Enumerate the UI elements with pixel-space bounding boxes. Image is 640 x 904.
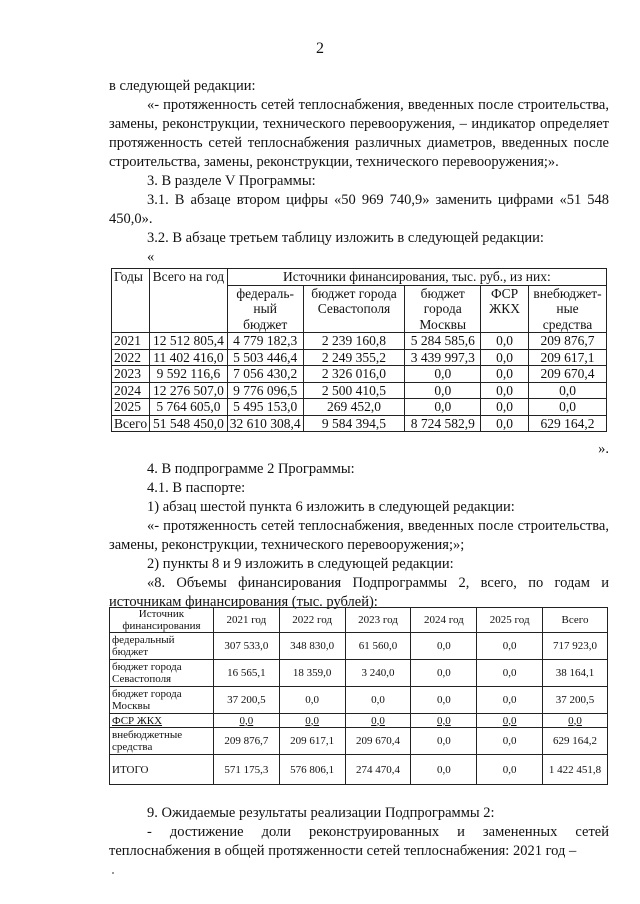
row-total: 11 402 416,0 bbox=[150, 349, 228, 366]
row-fsr: 0,0 bbox=[481, 333, 529, 350]
cell: 61 560,0 bbox=[345, 633, 411, 660]
section-2 bbox=[109, 460, 609, 612]
row-year: 2024 bbox=[112, 382, 150, 399]
subheader-fsr: ФСР ЖКХ bbox=[481, 285, 529, 333]
row-fsr: 0,0 bbox=[481, 415, 529, 432]
row-extrabudget: 0,0 bbox=[529, 399, 607, 416]
item-9: 9. Ожидаемые результаты реализации Подпрограммы 2: bbox=[147, 805, 495, 821]
subheader-sevastopol: бюджет города Севастополя bbox=[303, 285, 405, 333]
subheader-extrabudget: внебюджет-ные средства bbox=[529, 285, 607, 333]
row-federal: 4 779 182,3 bbox=[227, 333, 303, 350]
item-9-text: - достижение доли реконструированных и замененных сетей теплоснабжения в общей протяженности сетей теплоснабжения: 2021 год – bbox=[109, 824, 609, 859]
financing-table-years bbox=[111, 268, 607, 432]
cell: 717 923,0 bbox=[543, 633, 608, 660]
col-total-header: Всего на год bbox=[150, 269, 228, 333]
row-federal: 5 503 446,4 bbox=[227, 349, 303, 366]
cell: 274 470,4 bbox=[345, 755, 411, 785]
cell: 0,0 bbox=[411, 687, 477, 714]
row-label: ФСР ЖКХ bbox=[110, 714, 214, 728]
cell: 38 164,1 bbox=[543, 660, 608, 687]
cell: 0,0 bbox=[477, 728, 543, 755]
cell: 209 617,1 bbox=[279, 728, 345, 755]
row-sevastopol: 2 500 410,5 bbox=[303, 382, 405, 399]
cell: 0,0 bbox=[411, 728, 477, 755]
row-moscow: 0,0 bbox=[405, 399, 481, 416]
row-total: 5 764 605,0 bbox=[150, 399, 228, 416]
cell: 3 240,0 bbox=[345, 660, 411, 687]
cell: 571 175,3 bbox=[213, 755, 279, 785]
sources-group-header: Источники финансирования, тыс. руб., из них: bbox=[227, 269, 606, 286]
row-federal: 32 610 308,4 bbox=[227, 415, 303, 432]
row-fsr: 0,0 bbox=[481, 399, 529, 416]
cell: 0,0 bbox=[279, 687, 345, 714]
header-2021: 2021 год bbox=[213, 608, 279, 633]
table-row-total bbox=[110, 755, 608, 785]
row-extrabudget: 209 617,1 bbox=[529, 349, 607, 366]
row-sevastopol: 9 584 394,5 bbox=[303, 415, 405, 432]
row-extrabudget: 209 670,4 bbox=[529, 366, 607, 383]
row-sevastopol: 2 326 016,0 bbox=[303, 366, 405, 383]
item-3-2: 3.2. В абзаце третьем таблицу изложить в следующей редакции: bbox=[147, 230, 544, 246]
row-fsr: 0,0 bbox=[481, 366, 529, 383]
cell: 0,0 bbox=[477, 714, 543, 728]
header-2022: 2022 год bbox=[279, 608, 345, 633]
row-year: 2022 bbox=[112, 349, 150, 366]
row-total: 12 276 507,0 bbox=[150, 382, 228, 399]
row-label: федеральный бюджет bbox=[110, 633, 214, 660]
table-row bbox=[110, 728, 608, 755]
indicator-quote: «- протяженность сетей теплоснабжения, введенных после строительства, замены, реконструкции, технического перевооружения, – индикатор определяет протяженность сетей теплоснабжения различных диаметров, введенных после строительства, замены, реконструкции, технического перевооружения;». bbox=[109, 97, 609, 170]
table-row bbox=[110, 714, 608, 728]
item-4-1-1: 1) абзац шестой пункта 6 изложить в следующей редакции: bbox=[147, 499, 515, 515]
col-years-header: Годы bbox=[112, 269, 150, 333]
row-label: ИТОГО bbox=[110, 755, 214, 785]
cell: 1 422 451,8 bbox=[543, 755, 608, 785]
table-row-total bbox=[112, 415, 607, 432]
row-sevastopol: 2 239 160,8 bbox=[303, 333, 405, 350]
row-moscow: 5 284 585,6 bbox=[405, 333, 481, 350]
cell: 37 200,5 bbox=[543, 687, 608, 714]
cell: 348 830,0 bbox=[279, 633, 345, 660]
row-total: 12 512 805,4 bbox=[150, 333, 228, 350]
cell: 18 359,0 bbox=[279, 660, 345, 687]
row-fsr: 0,0 bbox=[481, 382, 529, 399]
row-label: бюджет города Москвы bbox=[110, 687, 214, 714]
header-2025: 2025 год bbox=[477, 608, 543, 633]
row-extrabudget: 629 164,2 bbox=[529, 415, 607, 432]
header-source: Источник финансирования bbox=[110, 608, 214, 633]
cell: 209 670,4 bbox=[345, 728, 411, 755]
intro-line: в следующей редакции: bbox=[109, 78, 256, 94]
row-year: 2023 bbox=[112, 366, 150, 383]
cell: 37 200,5 bbox=[213, 687, 279, 714]
row-total: 9 592 116,6 bbox=[150, 366, 228, 383]
page-number: 2 bbox=[316, 40, 324, 57]
cell: 629 164,2 bbox=[543, 728, 608, 755]
row-moscow: 0,0 bbox=[405, 382, 481, 399]
row-total: 51 548 450,0 bbox=[150, 415, 228, 432]
item-4-1: 4.1. В паспорте: bbox=[147, 480, 246, 496]
cell: 16 565,1 bbox=[213, 660, 279, 687]
cell: 209 876,7 bbox=[213, 728, 279, 755]
cell: 0,0 bbox=[543, 714, 608, 728]
table-row bbox=[112, 399, 607, 416]
open-quote: « bbox=[147, 249, 155, 265]
row-label: внебюджетные средства bbox=[110, 728, 214, 755]
subheader-federal: федераль-ный бюджет bbox=[227, 285, 303, 333]
cell: 0,0 bbox=[411, 660, 477, 687]
row-sevastopol: 269 452,0 bbox=[303, 399, 405, 416]
section-1 bbox=[109, 77, 609, 267]
row-moscow: 8 724 582,9 bbox=[405, 415, 481, 432]
item-4-1-2: 2) пункты 8 и 9 изложить в следующей редакции: bbox=[147, 556, 454, 572]
cell: 307 533,0 bbox=[213, 633, 279, 660]
row-moscow: 0,0 bbox=[405, 366, 481, 383]
cell: 0,0 bbox=[477, 633, 543, 660]
cell: 0,0 bbox=[477, 755, 543, 785]
header-2023: 2023 год bbox=[345, 608, 411, 633]
cell: 0,0 bbox=[477, 687, 543, 714]
header-total: Всего bbox=[543, 608, 608, 633]
row-federal: 7 056 430,2 bbox=[227, 366, 303, 383]
close-quote: ». bbox=[598, 441, 609, 457]
subheader-moscow: бюджет города Москвы bbox=[405, 285, 481, 333]
table-row bbox=[112, 333, 607, 350]
table-row bbox=[110, 687, 608, 714]
cell: 0,0 bbox=[345, 714, 411, 728]
row-label: бюджет города Севастополя bbox=[110, 660, 214, 687]
table-row bbox=[110, 633, 608, 660]
cell: 576 806,1 bbox=[279, 755, 345, 785]
row-year: Всего bbox=[112, 415, 150, 432]
row-moscow: 3 439 997,3 bbox=[405, 349, 481, 366]
cell: 0,0 bbox=[411, 633, 477, 660]
length-quote: «- протяженность сетей теплоснабжения, введенных после строительства, замены, реконструкции, технического перевооружения;»; bbox=[109, 518, 609, 553]
row-sevastopol: 2 249 355,2 bbox=[303, 349, 405, 366]
table-row bbox=[112, 349, 607, 366]
header-2024: 2024 год bbox=[411, 608, 477, 633]
cell: 0,0 bbox=[411, 755, 477, 785]
table-row bbox=[112, 382, 607, 399]
table-row bbox=[112, 366, 607, 383]
row-fsr: 0,0 bbox=[481, 349, 529, 366]
row-federal: 5 495 153,0 bbox=[227, 399, 303, 416]
cell: 0,0 bbox=[213, 714, 279, 728]
item-3-1: 3.1. В абзаце втором цифры «50 969 740,9» заменить цифрами «51 548 450,0». bbox=[109, 192, 609, 227]
scan-speck bbox=[112, 872, 114, 874]
cell: 0,0 bbox=[411, 714, 477, 728]
row-extrabudget: 0,0 bbox=[529, 382, 607, 399]
item-3: 3. В разделе V Программы: bbox=[147, 173, 316, 189]
row-extrabudget: 209 876,7 bbox=[529, 333, 607, 350]
section-3 bbox=[109, 804, 609, 861]
row-year: 2021 bbox=[112, 333, 150, 350]
item-4: 4. В подпрограмме 2 Программы: bbox=[147, 461, 355, 477]
volumes-quote: «8. Объемы финансирования Подпрограммы 2, всего, по годам и источникам финансирования (тыс. рублей): bbox=[109, 575, 609, 610]
row-federal: 9 776 096,5 bbox=[227, 382, 303, 399]
cell: 0,0 bbox=[477, 660, 543, 687]
table-row bbox=[110, 660, 608, 687]
row-year: 2025 bbox=[112, 399, 150, 416]
cell: 0,0 bbox=[345, 687, 411, 714]
financing-table-sources bbox=[109, 607, 608, 785]
cell: 0,0 bbox=[279, 714, 345, 728]
